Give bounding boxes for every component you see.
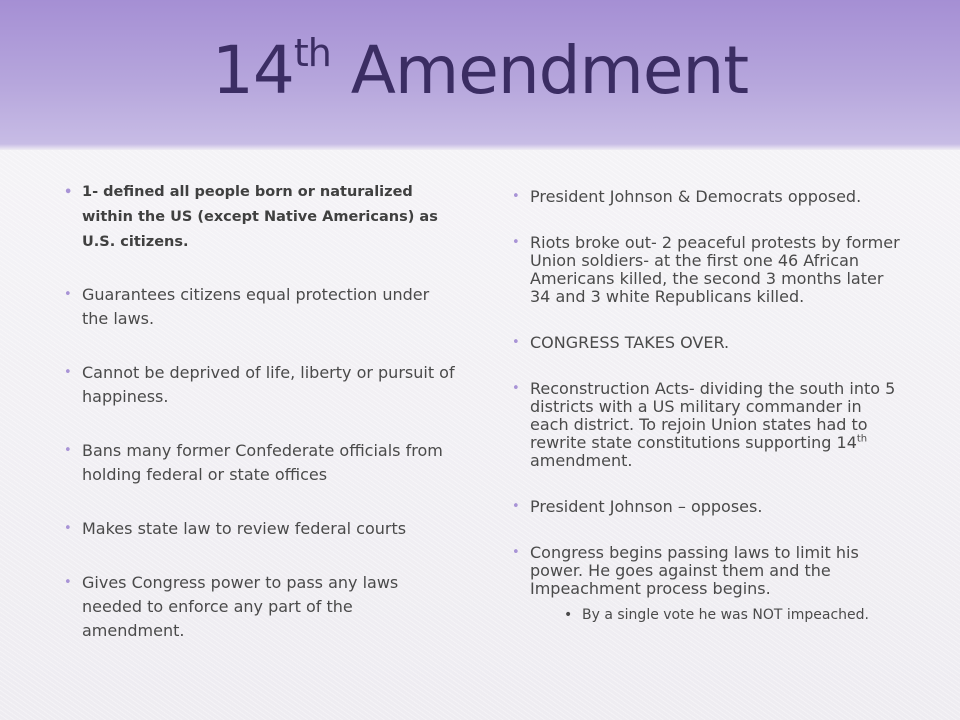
list-item: • Reconstruction Acts- dividing the south into 5 districts with a US military commander in each district. To rejoin Union states had to rewrite state constitutions supporting 14th amendment. [512,379,896,470]
slide-title: 14th Amendment [211,31,749,109]
list-item: • President Johnson – opposes. [512,497,763,516]
list-item: • Riots broke out- 2 peaceful protests by former Union soldiers- at the first one 46 African Americans killed, the second 3 months later 34 and 3 white Republicans killed. [512,233,900,306]
bullet-icon: • [64,443,72,458]
list-item: • 1- defined all people born or naturalized within the US (except Native Americans) as U.S. citizens. [64,180,456,255]
bullet-icon: • [512,381,520,396]
list-item: • Cannot be deprived of life, liberty or pursuit of happiness. [64,363,455,406]
bullet-icon: • [512,335,520,350]
bullet-icon: • [64,185,73,200]
bullet-icon: • [64,521,72,536]
bullet-icon: • [564,607,573,623]
right-column [512,188,902,652]
left-column [64,180,456,673]
list-item: • Bans many former Confederate officials from holding federal or state offices [64,441,443,484]
bullet-icon: • [64,287,72,302]
bullet-icon: • [64,365,72,380]
list-item: • Gives Congress power to pass any laws needed to enforce any part of the amendment. [64,573,399,640]
bullet-icon: • [512,545,520,560]
sub-list-item: • By a single vote he was NOT impeached. [564,607,869,623]
bullet-icon: • [512,235,520,250]
bullet-icon: • [64,575,72,590]
bullet-icon: • [512,189,520,204]
list-item: • President Johnson & Democrats opposed. [512,187,862,206]
left-bullet-list [64,180,456,643]
list-item: • Guarantees citizens equal protection under the laws. [64,285,430,328]
right-bullet-list [512,188,902,624]
list-item: • CONGRESS TAKES OVER. [512,333,730,352]
bullet-icon: • [512,499,520,514]
list-item: • Congress begins passing laws to limit his power. He goes against them and the Impeachment process begins. [512,543,859,598]
list-item: • Makes state law to review federal courts [64,517,456,541]
